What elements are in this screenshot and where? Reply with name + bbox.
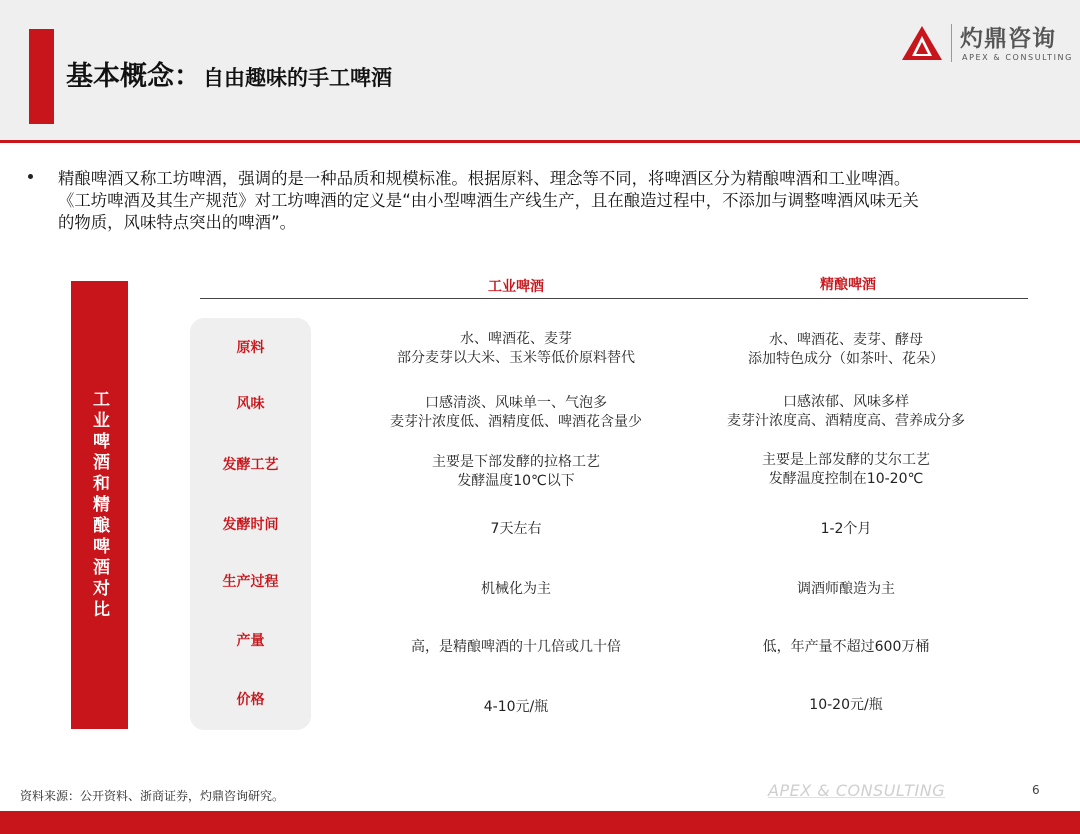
- cell-line: 调酒师酿造为主: [797, 581, 895, 597]
- cell-line: 10-20元/瓶: [809, 697, 883, 713]
- cell-line: 低，年产量不超过600万桶: [762, 639, 930, 655]
- cell-line: 添加特色成分（如茶叶、花朵）: [748, 351, 944, 367]
- row-label-production-process: 生产过程: [222, 574, 279, 590]
- row-label-output: 产量: [236, 633, 265, 649]
- cell-line: 口感浓郁、风味多样: [783, 394, 909, 410]
- cell-line: 7天左右: [490, 521, 542, 537]
- cell-line: 发酵温度10℃以下: [457, 473, 575, 489]
- logo-name-cn: 灼鼎咨询: [960, 26, 1056, 52]
- cell-industrial-production-process: [351, 580, 681, 599]
- cell-industrial-fermentation-process: [351, 453, 681, 491]
- cell-line: 发酵温度控制在10-20℃: [768, 471, 924, 487]
- cell-line: 4-10元/瓶: [483, 699, 549, 715]
- page-number: 6: [1032, 783, 1040, 797]
- cell-line: 麦芽汁浓度高、酒精度高、营养成分多: [727, 413, 965, 429]
- cell-line: 高，是精酿啤酒的十几倍或几十倍: [411, 639, 621, 655]
- column-header-industrial: 工业啤酒: [488, 279, 544, 295]
- title-accent-bar: [29, 29, 54, 124]
- row-label-price: 价格: [236, 692, 265, 708]
- cell-craft-price: [681, 696, 1011, 715]
- cell-line: 口感清淡、风味单一、气泡多: [425, 395, 607, 411]
- row-label-fermentation-process: 发酵工艺: [222, 457, 279, 473]
- triangle-logo-icon: [900, 24, 944, 62]
- cell-craft-fermentation-process: [681, 451, 1011, 489]
- cell-craft-fermentation-time: [681, 520, 1011, 539]
- cell-craft-output: [681, 638, 1011, 657]
- header-rule: [0, 140, 1080, 143]
- side-label-text: 工业啤酒和精酿啤酒对比: [89, 389, 109, 621]
- cell-line: 1-2个月: [820, 521, 872, 537]
- title-main: 基本概念：: [66, 61, 201, 92]
- cell-line: 主要是下部发酵的拉格工艺: [432, 454, 600, 470]
- cell-craft-raw-materials: [681, 331, 1011, 369]
- intro-paragraph: [58, 168, 1058, 234]
- cell-line: 麦芽汁浓度低、酒精度低、啤酒花含量少: [390, 414, 642, 430]
- title-subtitle: 自由趣味的手工啤酒: [203, 66, 392, 90]
- cell-line: 主要是上部发酵的艾尔工艺: [762, 452, 930, 468]
- row-label-raw-materials: 原料: [236, 340, 265, 356]
- company-logo: [900, 20, 1073, 68]
- cell-industrial-raw-materials: [351, 330, 681, 368]
- logo-divider: [951, 24, 952, 62]
- row-label-flavor: 风味: [236, 396, 265, 412]
- cell-industrial-output: [351, 638, 681, 657]
- cell-industrial-price: [351, 698, 681, 717]
- cell-line: 机械化为主: [481, 581, 551, 597]
- footer-bar: [0, 811, 1080, 834]
- column-header-craft: 精酿啤酒: [820, 277, 876, 293]
- page-title: [66, 54, 392, 94]
- footer-watermark: APEX & CONSULTING: [768, 781, 946, 800]
- bullet-icon: [28, 174, 33, 179]
- logo-name-en: APEX & CONSULTING: [962, 53, 1073, 62]
- comparison-side-label: [71, 281, 128, 729]
- cell-craft-flavor: [681, 393, 1011, 431]
- header-divider: [200, 298, 1028, 299]
- intro-line-3: 的物质，风味特点突出的啤酒”。: [58, 213, 296, 232]
- source-note: 资料来源：公开资料、浙商证券，灼鼎咨询研究。: [20, 789, 285, 803]
- cell-industrial-fermentation-time: [351, 520, 681, 539]
- cell-line: 部分麦芽以大米、玉米等低价原料替代: [397, 350, 635, 366]
- intro-line-1: 精酿啤酒又称工坊啤酒，强调的是一种品质和规模标准。根据原料、理念等不同，将啤酒区分为精酿啤酒和工业啤酒。: [58, 169, 911, 188]
- cell-line: 水、啤酒花、麦芽、酵母: [769, 332, 923, 348]
- cell-line: 水、啤酒花、麦芽: [460, 331, 572, 347]
- intro-line-2: 《工坊啤酒及其生产规范》对工坊啤酒的定义是“由小型啤酒生产线生产，且在酿造过程中，不添加与调整啤酒风味无关: [58, 191, 919, 210]
- row-label-fermentation-time: 发酵时间: [222, 517, 279, 533]
- cell-industrial-flavor: [351, 394, 681, 432]
- cell-craft-production-process: [681, 580, 1011, 599]
